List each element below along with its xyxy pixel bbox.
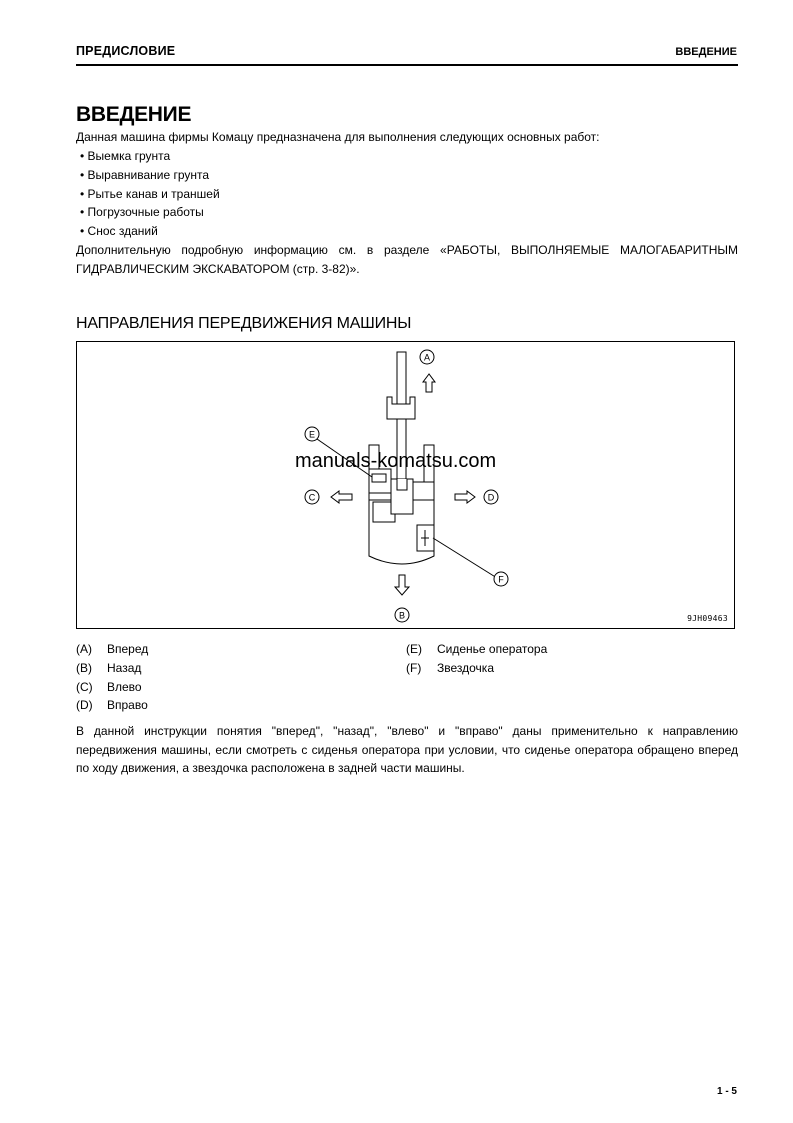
arrow-backward	[395, 575, 409, 595]
legend-right	[406, 640, 547, 678]
footnote-paragraph: В данной инструкции понятия "вперед", "назад", "влево" и "вправо" даны применительно к направлению передвижения машины, если смотреть с сиденья оператора при условии, что сиденье оператора обращено вперед по ходу движения, а звездочка расположена в задней части машины.	[76, 724, 738, 776]
arrow-right	[455, 491, 475, 503]
legend-item: (E) Сиденье оператора	[406, 642, 548, 656]
legend-item: (C) Влево	[76, 679, 142, 694]
legend-left	[76, 640, 148, 715]
intro-paragraph: Данная машина фирмы Комацу предназначена для выполнения следующих основных работ:	[76, 130, 600, 144]
label-d: D	[487, 492, 495, 503]
header-chapter-name: ВВЕДЕНИЕ	[675, 46, 737, 58]
list-item: • Снос зданий	[80, 222, 220, 241]
arrow-forward	[423, 374, 435, 392]
legend-item: (F) Звездочка	[406, 660, 494, 675]
list-item: • Выравнивание грунта	[80, 166, 220, 185]
section-title: НАПРАВЛЕНИЯ ПЕРЕДВИЖЕНИЯ МАШИНЫ	[76, 315, 412, 332]
watermark: manuals-komatsu.com	[295, 450, 497, 472]
arrow-left	[331, 491, 352, 503]
header-rule	[76, 64, 738, 66]
legend-item: (A) Вперед	[76, 642, 149, 656]
list-item: • Выемка грунта	[80, 147, 220, 166]
label-a: A	[423, 352, 431, 363]
works-list	[80, 147, 220, 241]
header-section-name: ПРЕДИСЛОВИЕ	[76, 44, 176, 58]
direction-figure	[76, 341, 735, 629]
label-c: C	[308, 492, 316, 503]
list-item: • Рытье канав и траншей	[80, 185, 220, 204]
label-f: F	[498, 574, 504, 585]
machine-diagram	[77, 342, 736, 630]
legend-item: (D) Вправо	[76, 698, 148, 713]
label-e: E	[308, 429, 316, 440]
page-number: 1 - 5	[716, 1086, 737, 1097]
list-item: • Погрузочные работы	[80, 203, 220, 222]
legend-item: (B) Назад	[76, 660, 142, 675]
more-info-paragraph: Дополнительную подробную информацию см. в разделе «РАБОТЫ, ВЫПОЛНЯЕМЫЕ МАЛОГАБАРИТНЫМ ГИДРАВЛИЧЕСКИМ ЭКСКАВАТОРОМ (стр. 3-82)».	[76, 243, 738, 276]
page-title: ВВЕДЕНИЕ	[76, 103, 192, 126]
figure-code: 9JH09463	[687, 614, 728, 623]
label-b: B	[398, 610, 406, 621]
